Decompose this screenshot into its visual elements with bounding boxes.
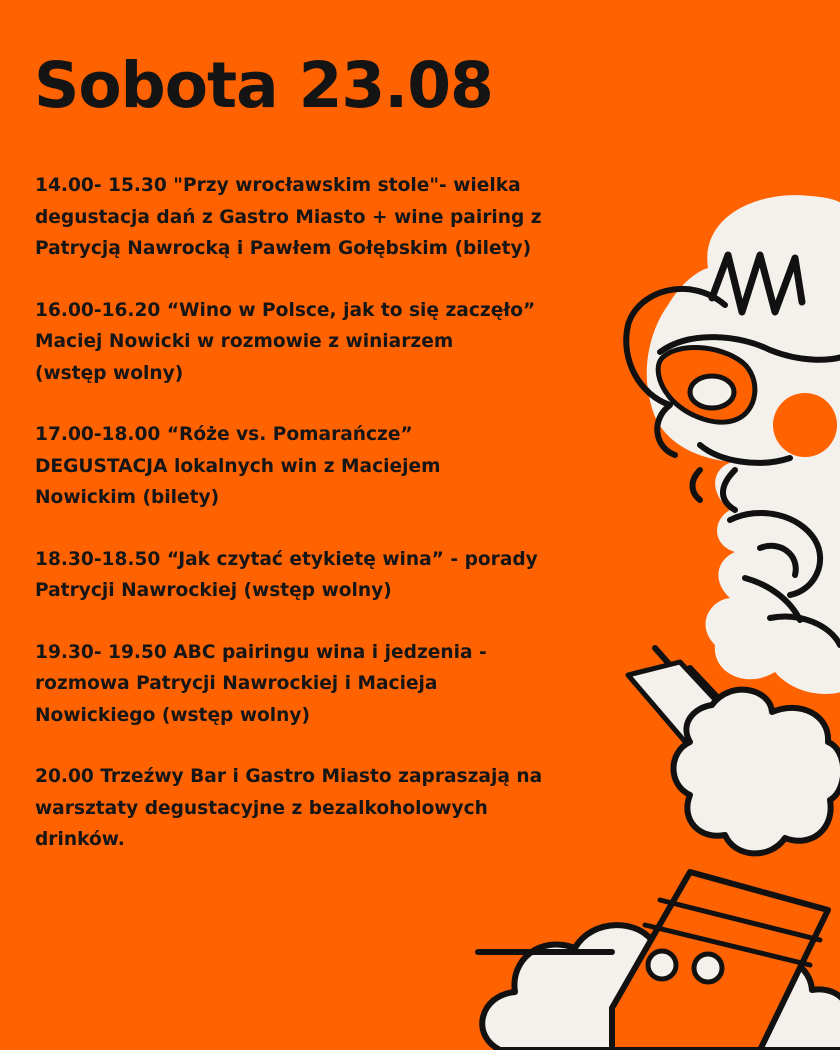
cheek xyxy=(773,393,837,457)
notebook-dot-2 xyxy=(694,954,722,982)
event-line: 19.30- 19.50 ABC pairingu wina i jedzenia - xyxy=(35,641,487,663)
notebook-dot-1 xyxy=(648,951,676,979)
event-line: 16.00-16.20 “Wino w Polsce, jak to się zaczęło” xyxy=(35,299,536,321)
event-line: rozmowa Patrycji Nawrockiej i Macieja xyxy=(35,673,438,694)
event-line: warsztaty degustacyjne z bezalkoholowych xyxy=(35,797,488,819)
character-illustration xyxy=(460,180,840,1050)
event-line: Nowickim (bilety) xyxy=(35,487,220,508)
event-line: (wstęp wolny) xyxy=(35,362,184,384)
event-line: DEGUSTACJA lokalnych win z Maciejem xyxy=(35,455,441,477)
event-line: drinków. xyxy=(35,829,125,850)
event-line: 17.00-18.00 “Róże vs. Pomarańcze” xyxy=(35,424,413,445)
event-line: degustacja dań z Gastro Miasto + wine pairing z xyxy=(35,206,542,228)
event-line: Patrycją Nawrocką i Pawłem Gołębskim (bilety) xyxy=(35,238,532,259)
event-line: Nowickiego (wstęp wolny) xyxy=(35,704,311,726)
hand-cloud xyxy=(674,690,840,854)
event-line: Maciej Nowicki w rozmowie z winiarzem xyxy=(35,331,454,352)
event-line: 20.00 Trzeźwy Bar i Gastro Miasto zapraszają na xyxy=(35,766,543,787)
page-title: Sobota 23.08 xyxy=(34,49,493,122)
eye-outline xyxy=(690,376,734,408)
event-line: 18.30-18.50 “Jak czytać etykietę wina” - porady xyxy=(35,548,538,570)
event-line: Patrycji Nawrockiej (wstęp wolny) xyxy=(35,580,392,601)
event-line: 14.00- 15.30 "Przy wrocławskim stole"- wielka xyxy=(35,175,521,196)
